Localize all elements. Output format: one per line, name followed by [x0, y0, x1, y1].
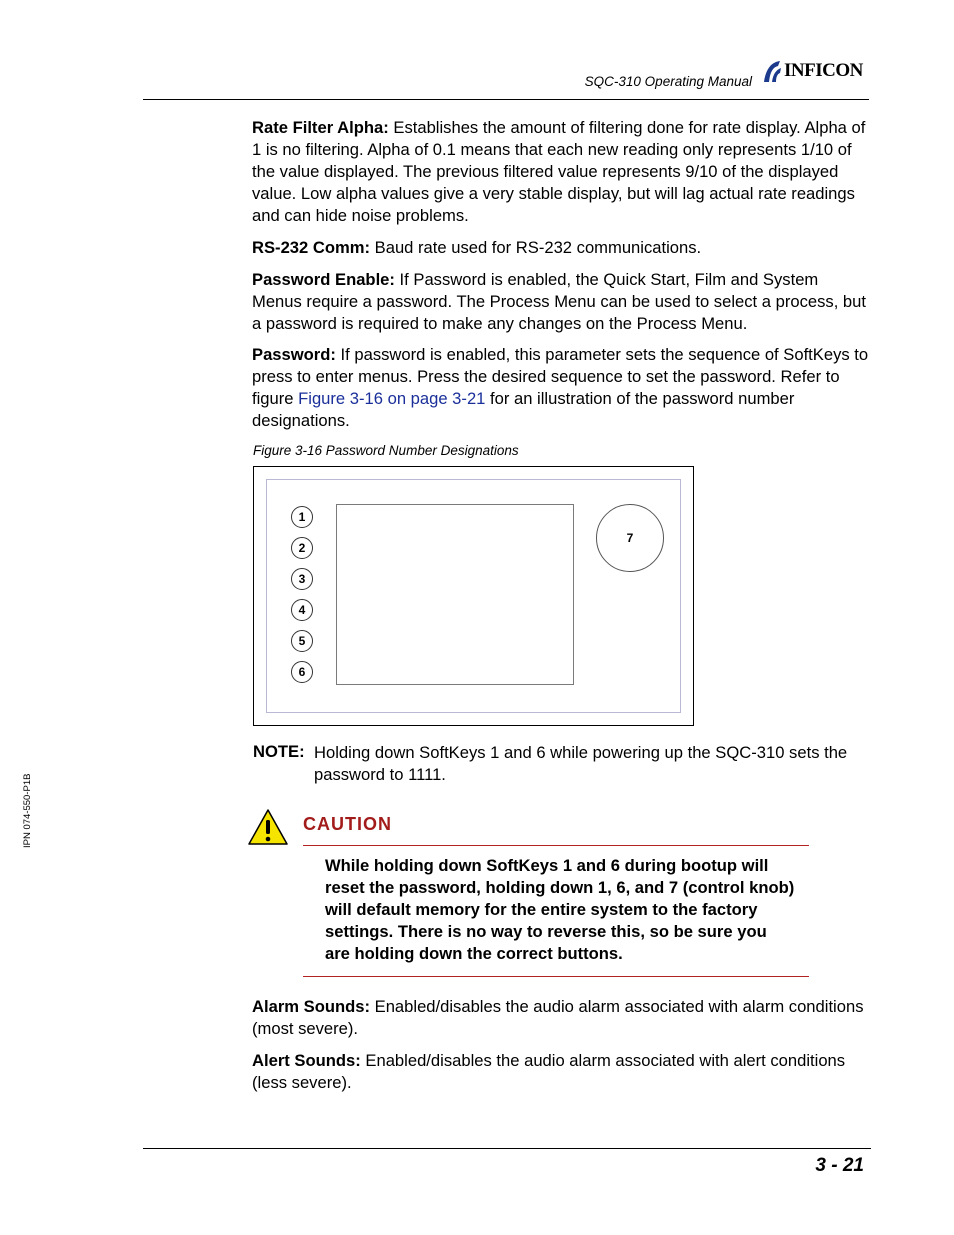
softkey-5: 5: [291, 630, 313, 652]
softkey-2: 2: [291, 537, 313, 559]
caution-bottom-rule: [303, 976, 809, 977]
caution-top-rule: [303, 845, 809, 846]
alert-sounds-text: Enabled/disables the audio alarm associated with alert conditions (less severe).: [252, 1051, 846, 1092]
control-knob: 7: [596, 504, 664, 572]
rs232-term: RS-232 Comm:: [252, 238, 371, 257]
softkey-6: 6: [291, 661, 313, 683]
logo-text: INFICON: [784, 60, 863, 81]
alarm-sounds-paragraph: [252, 996, 872, 1040]
inficon-logo-mark-icon: [760, 58, 784, 86]
note-text: Holding down SoftKeys 1 and 6 while powering up the SQC-310 sets the password to 1111.: [314, 743, 848, 784]
password-enable-term: Password Enable:: [252, 270, 395, 289]
password-enable-paragraph: [252, 269, 872, 335]
rs232-text: Baud rate used for RS-232 communications.: [370, 238, 702, 257]
password-paragraph: [252, 344, 872, 432]
password-text-after: for an illustration of the password number designations.: [252, 389, 795, 430]
footer-rule: [143, 1148, 871, 1149]
password-term: Password:: [252, 345, 336, 364]
warning-triangle-icon: [247, 808, 289, 846]
alarm-sounds-term: Alarm Sounds:: [252, 997, 371, 1016]
alert-sounds-term: Alert Sounds:: [252, 1051, 361, 1070]
alarm-sounds-text: Enabled/disables the audio alarm associated with alarm conditions (most severe).: [252, 997, 864, 1038]
caution-text: While holding down SoftKeys 1 and 6 during bootup will reset the password, holding down 1, 6, and 7 (control knob) will default memory for the entire system to the factory settings. There is no way to reverse this, so be sure you are holding down the correct buttons.: [325, 856, 795, 963]
softkey-3: 3: [291, 568, 313, 590]
header-rule: [143, 99, 869, 100]
document-part-number: IPN 074-550-P1B: [22, 773, 33, 848]
password-enable-text: If Password is enabled, the Quick Start, Film and System Menus require a password. The Process Menu can be used to select a process, but a password is required to make any changes on the Process Menu.: [252, 270, 866, 333]
caution-title: CAUTION: [303, 814, 392, 834]
rate-filter-text: Establishes the amount of filtering done for rate display. Alpha of 1 is no filtering. Alpha of 0.1 means that each new reading only represents 1/10 of the value displayed. The previous filtered value represents 9/10 of the displayed value. Low alpha values give a very stable display, but will lag actual rate readings and can hide noise problems.: [252, 118, 866, 225]
note-label: NOTE:: [253, 742, 305, 761]
softkey-4: 4: [291, 599, 313, 621]
page-number: 3 - 21: [815, 1155, 864, 1176]
rate-filter-term: Rate Filter Alpha:: [252, 118, 389, 137]
alert-sounds-paragraph: [252, 1050, 872, 1094]
softkey-1: 1: [291, 506, 313, 528]
manual-title: SQC-310 Operating Manual: [584, 74, 752, 89]
rs232-paragraph: [252, 237, 872, 259]
inficon-logo: [760, 58, 872, 86]
figure-link[interactable]: Figure 3-16 on page 3-21: [298, 389, 486, 408]
figure-caption: Figure 3-16 Password Number Designations: [253, 443, 519, 458]
password-text-before: If password is enabled, this parameter sets the sequence of SoftKeys to press to enter menus. Press the desired sequence to set the password. Refer to figure: [252, 345, 869, 408]
device-screen: [336, 504, 574, 685]
rate-filter-paragraph: [252, 117, 872, 227]
